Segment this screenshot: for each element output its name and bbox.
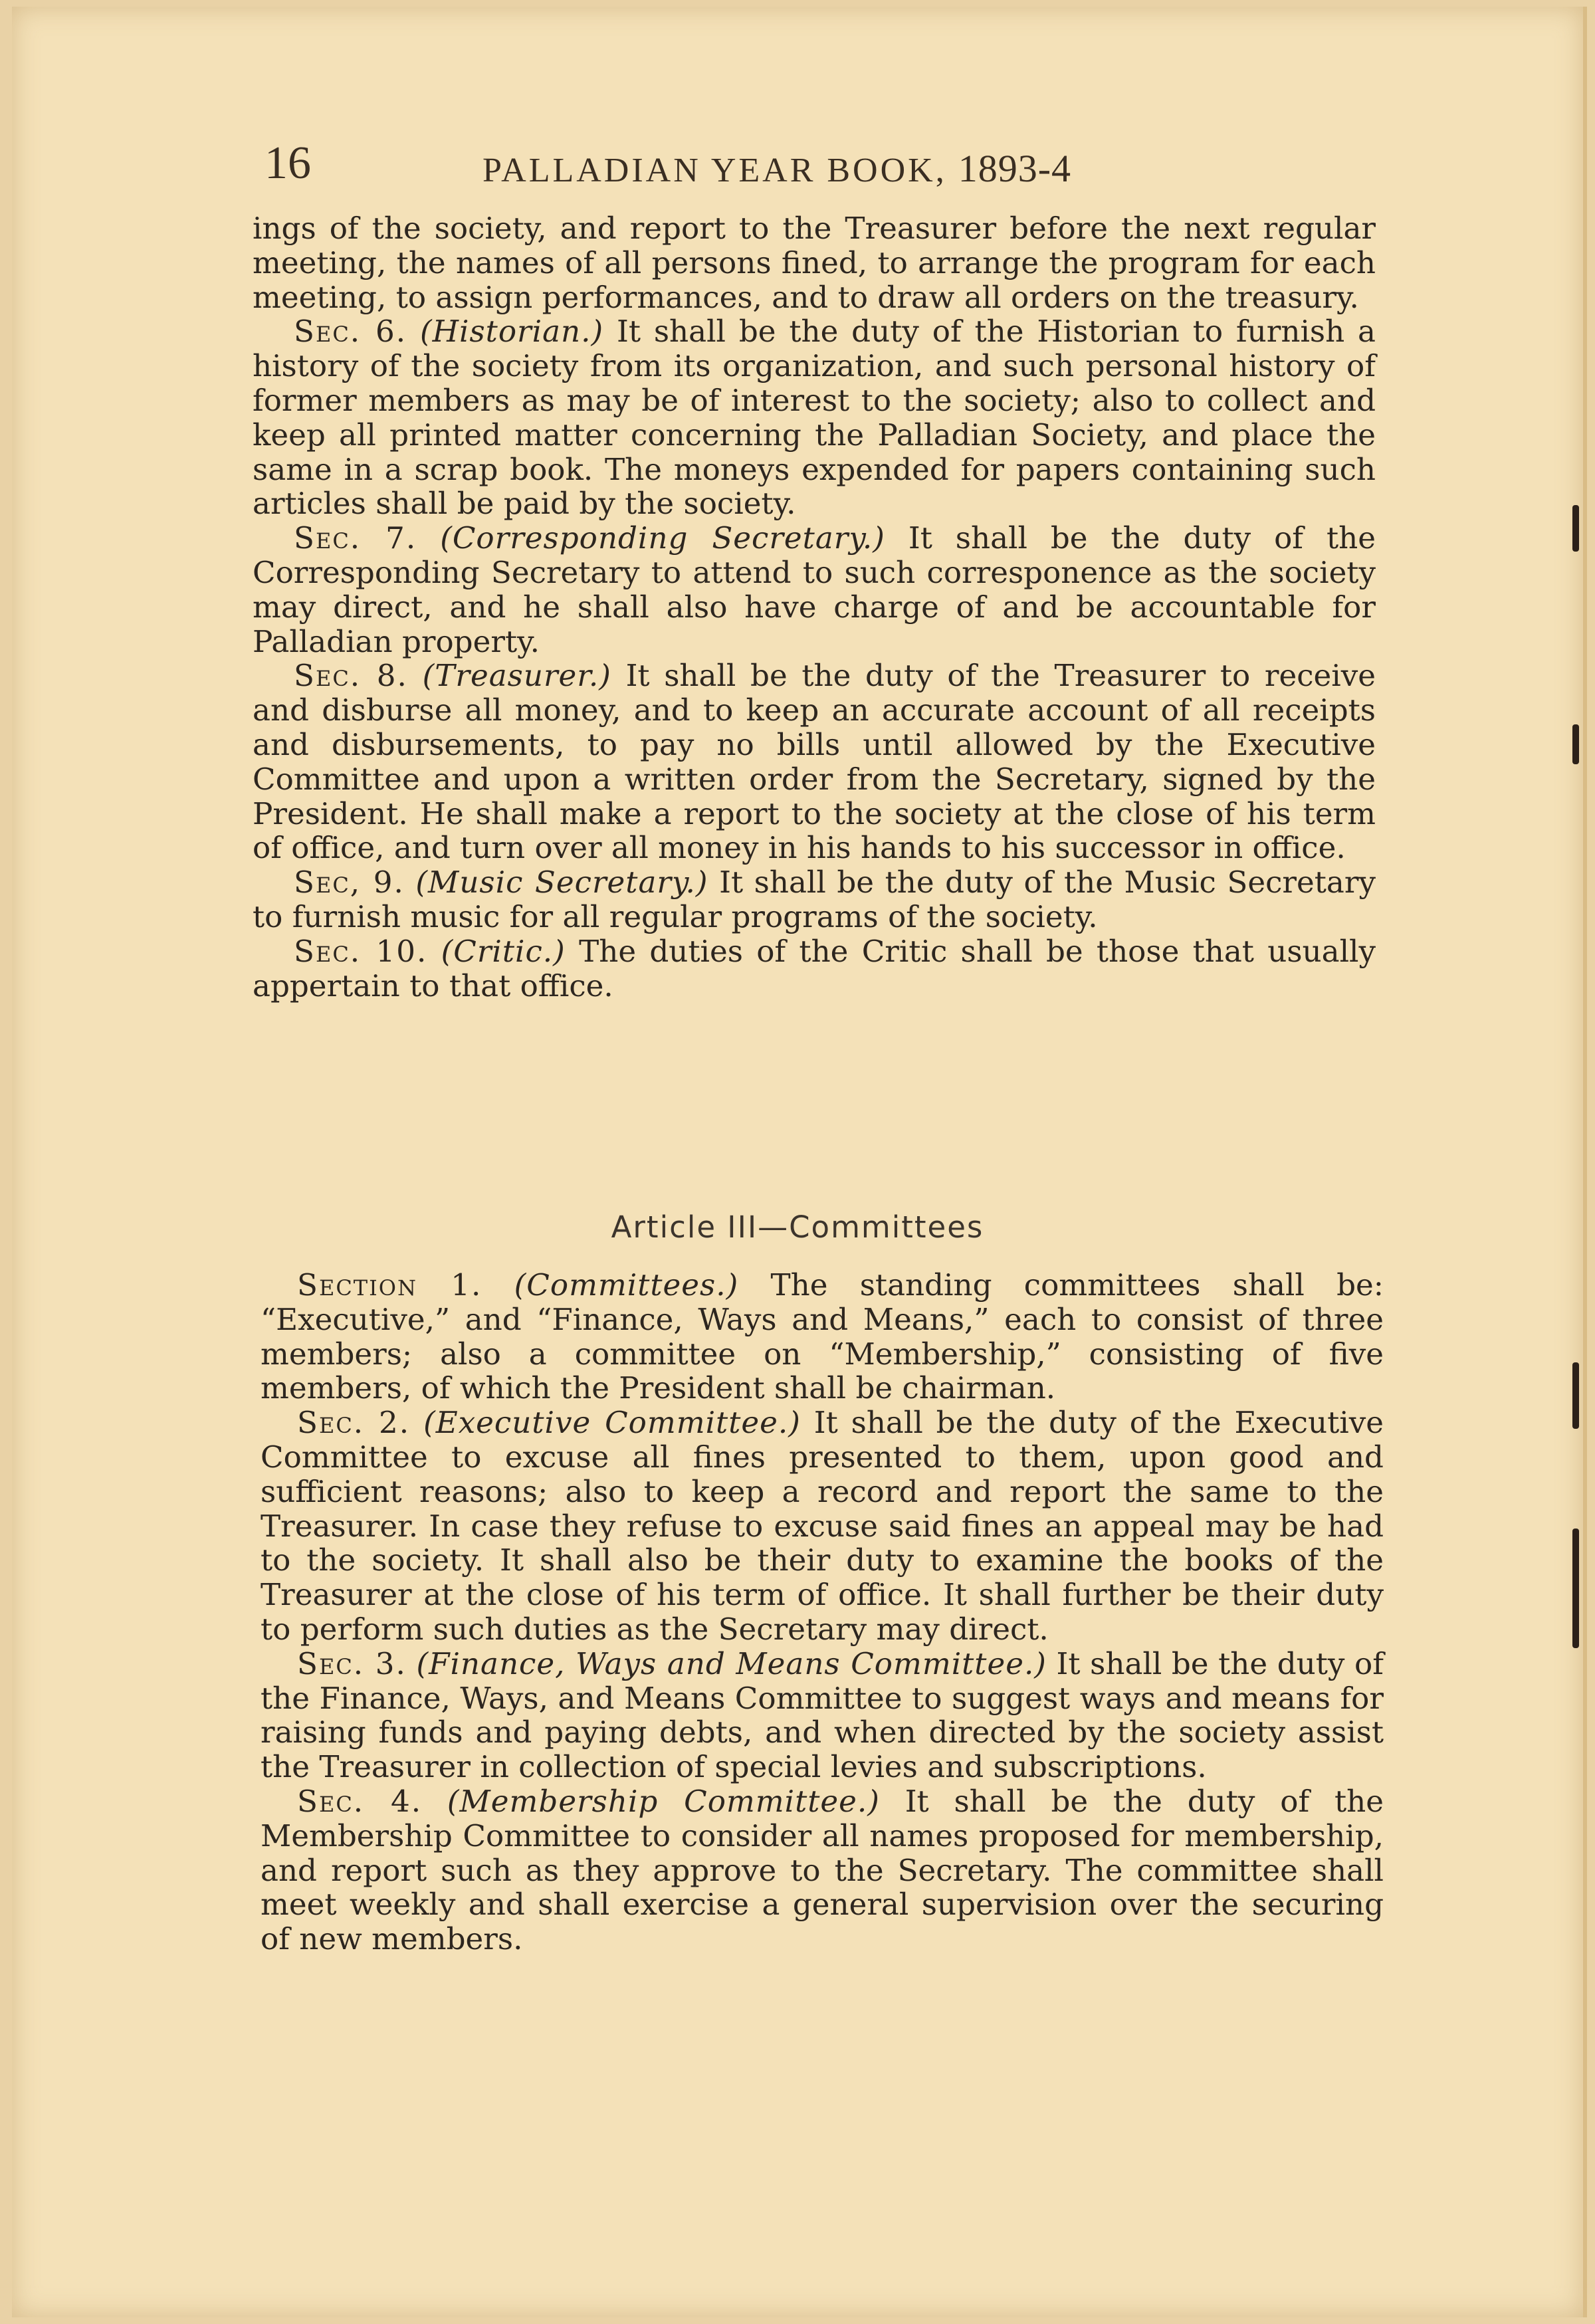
section-label: Sec. 10.	[294, 933, 428, 969]
section-text: It shall be the duty of the Finance, Ways, and Means Committee to suggest ways and means for raising funds and paying debts, and when directed by the society assist the Treasurer in collection of special levies and subscriptions.	[261, 1645, 1384, 1785]
section-text: It shall be the duty of the Treasurer to receive and disburse all money, and to keep an accurate account of all receipts and disbursements, to pay no bills until allowed by the Executive Committee and upon a written order from the Secretary, signed by the President. He shall make a report to the society at the close of his term of office, and turn over all money in his hands to his successor in office.	[253, 658, 1376, 866]
page-edge-mark	[1572, 724, 1579, 764]
article-2-continued	[253, 211, 1376, 1003]
section-label: Sec. 2.	[297, 1405, 411, 1441]
section-label: Sec. 3.	[297, 1645, 407, 1681]
section-label: Sec. 8.	[294, 658, 408, 694]
running-head	[482, 146, 1071, 191]
section-label: Sec. 6.	[294, 314, 407, 350]
section-paragraph	[261, 1406, 1384, 1647]
section-paragraph	[261, 1784, 1384, 1956]
section-text: It shall be the duty of the Corresponding Secretary to attend to such corresponence as the society may direct, and he shall also have charge of and be accountable for Palladian property.	[253, 520, 1376, 659]
section-label: Section 1.	[297, 1267, 482, 1303]
running-head-title: PALLADIAN YEAR BOOK,	[482, 152, 947, 189]
page-edge-mark	[1572, 1529, 1579, 1648]
section-label: Sec, 9.	[294, 865, 405, 900]
section-text: It shall be the duty of the Executive Committee to excuse all fines presented to them, upon good and sufficient reasons; also to keep a record and report the same to the Treasurer. In case they refuse to excuse said fines an appeal may be had to the society. It shall also be their duty to examine the books of the Treasurer at the close of his term of office. It shall further be their duty to perform such duties as the Secretary may direct.	[261, 1405, 1384, 1647]
article-3-body	[261, 1268, 1384, 1956]
section-title: (Corresponding Secretary.)	[440, 520, 885, 556]
section-paragraph	[253, 659, 1376, 865]
page-edge-mark	[1572, 1362, 1579, 1429]
page-header	[254, 137, 1397, 190]
section-text: The standing committees shall be: “Executive,” and “Finance, Ways and Means,” each to consist of three members; also a committee on “Membership,” consisting of five members, of which the President shall be chairman.	[261, 1267, 1384, 1406]
running-head-year: 1893-4	[958, 147, 1072, 190]
section-title: (Historian.)	[419, 314, 604, 350]
section-title: (Executive Committee.)	[423, 1405, 801, 1441]
section-paragraph	[253, 314, 1376, 521]
section-title: (Finance, Ways and Means Committee.)	[416, 1645, 1047, 1681]
continued-paragraph: ings of the society, and report to the Treasurer before the next regular meeting, the names of all persons fined, to arrange the program for each meeting, to assign performances, and to draw all orders on the treasury.	[253, 211, 1376, 315]
section-title: (Music Secretary.)	[415, 865, 708, 900]
section-paragraph	[261, 1268, 1384, 1406]
section-label: Sec. 7.	[294, 520, 417, 556]
section-title: (Critic.)	[441, 933, 566, 969]
section-title: (Membership Committee.)	[447, 1783, 880, 1819]
section-paragraph	[253, 521, 1376, 659]
page-number: 16	[265, 138, 311, 189]
section-paragraph	[253, 934, 1376, 1004]
section-text: It shall be the duty of the Membership Committee to consider all names proposed for membership, and report such as they approve to the Secretary. The committee shall meet weekly and shall exercise a general supervision over the securing of new members.	[261, 1783, 1384, 1957]
section-text: It shall be the duty of the Music Secretary to furnish music for all regular programs of the society.	[253, 865, 1376, 934]
article-3-heading: Article III—Committees	[611, 1210, 984, 1245]
section-title: (Committees.)	[514, 1267, 739, 1303]
section-text: It shall be the duty of the Historian to furnish a history of the society from its organization, and such personal history of former members as may be of interest to the society; also to collect and keep all printed matter concerning the Palladian Society, and place the same in a scrap book. The moneys expended for papers containing such articles shall be paid by the society.	[253, 314, 1376, 522]
section-text: The duties of the Critic shall be those that usually appertain to that office.	[253, 933, 1376, 1004]
section-paragraph	[261, 1647, 1384, 1784]
section-title: (Treasurer.)	[422, 658, 611, 694]
section-label: Sec. 4.	[297, 1783, 423, 1819]
section-paragraph	[253, 865, 1376, 934]
page-edge-mark	[1572, 505, 1579, 552]
